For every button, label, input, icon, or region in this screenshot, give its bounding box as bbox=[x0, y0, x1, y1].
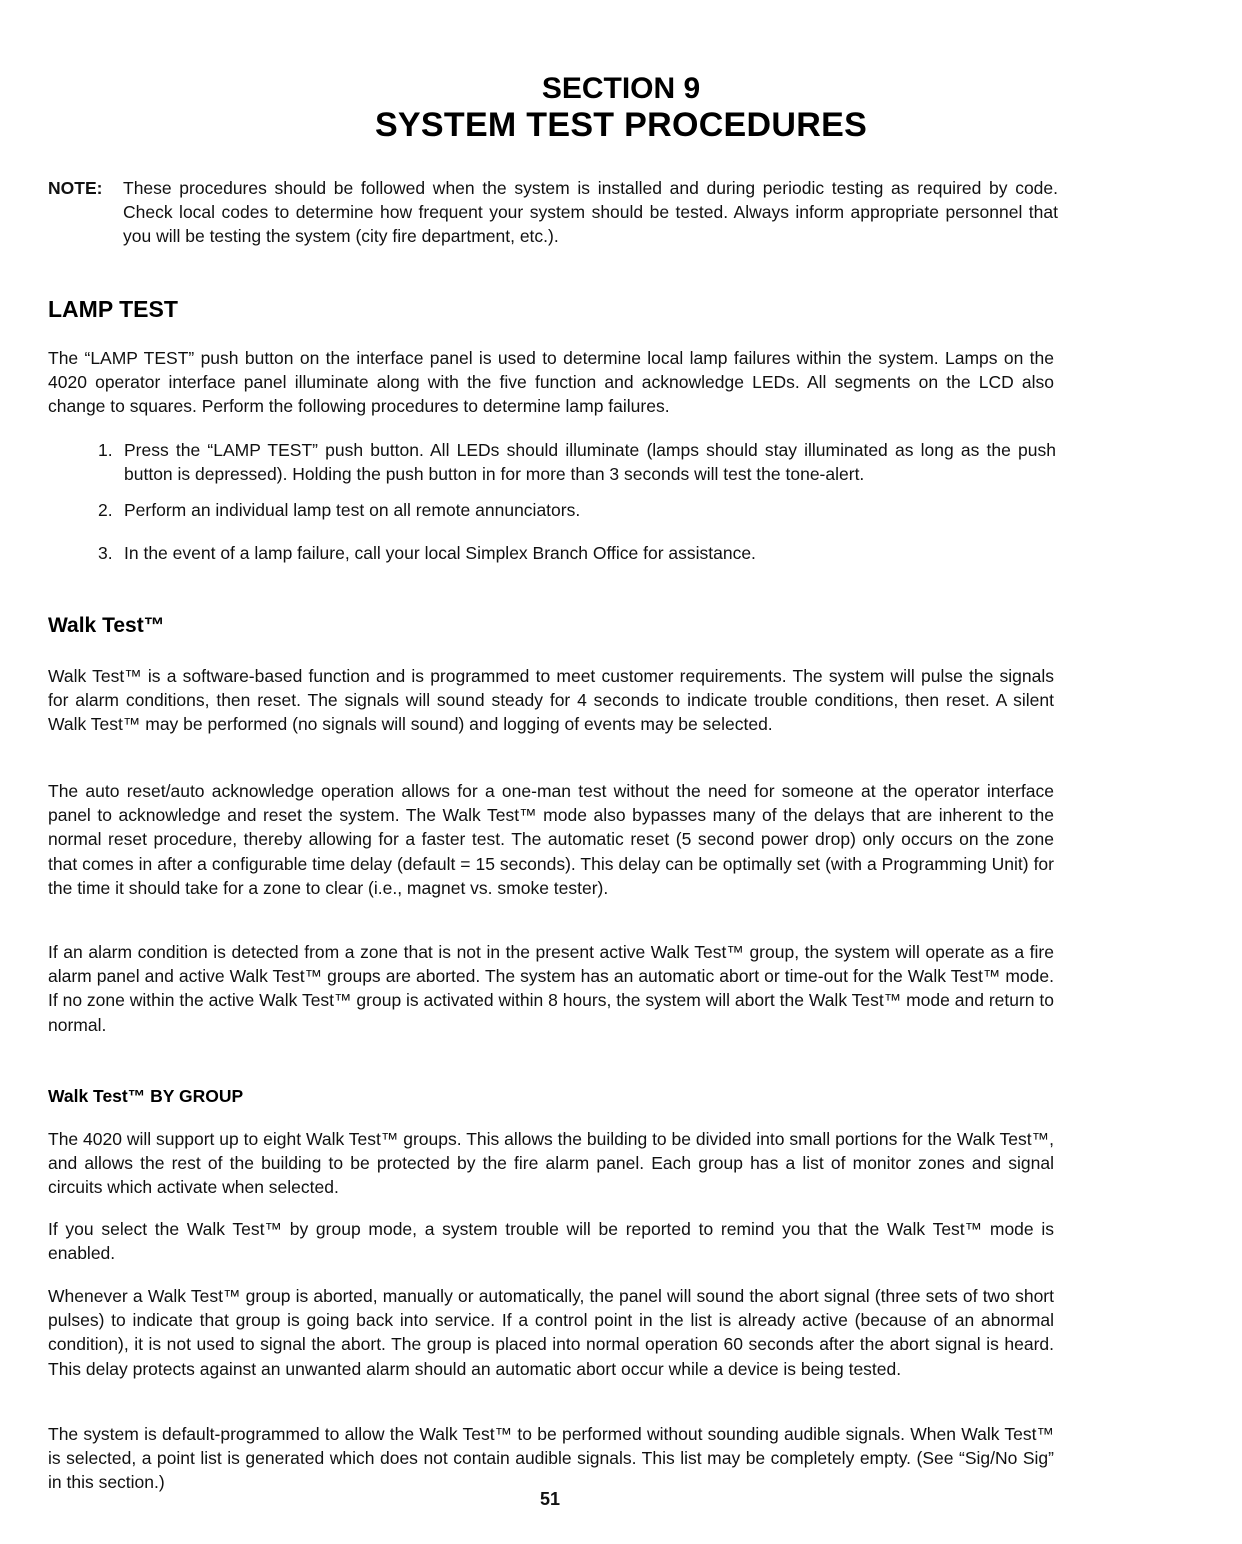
section-number: SECTION 9 bbox=[541, 72, 701, 105]
list-item bbox=[98, 541, 1056, 565]
page-number: 51 bbox=[539, 1489, 561, 1509]
list-item-text: Perform an individual lamp test on all remote annunciators. bbox=[124, 500, 581, 520]
list-item bbox=[98, 498, 1056, 522]
walk-test-paragraph: Walk Test™ is a software-based function and is programmed to meet customer requirements. The system will pulse the signals for alarm conditions, then reset. The signals will sound steady for 4 seconds to indicate trouble conditions, then reset. A silent Walk Test™ may be performed (no signals will sound) and logging of events may be selected. bbox=[48, 666, 1054, 735]
walk-test-group-paragraph: The 4020 will support up to eight Walk Test™ groups. This allows the building to be divided into small portions for the Walk Test™, and allows the rest of the building to be protected by the fire alarm panel. Each group has a list of monitor zones and signal circuits which activate when selected. bbox=[48, 1129, 1054, 1198]
walk-test-heading: Walk Test™ bbox=[48, 614, 165, 637]
page-title: SYSTEM TEST PROCEDURES bbox=[374, 106, 868, 144]
note-block bbox=[48, 176, 1058, 248]
walk-test-paragraph: The auto reset/auto acknowledge operation allows for a one-man test without the need for someone at the operator interface panel to acknowledge and reset the system. The Walk Test™ mode also bypasses many of the delays that are inherent to the normal reset procedure, thereby allowing for a faster test. The automatic reset (5 second power drop) only occurs on the zone that comes in after a configurable time delay (default = 15 seconds). This delay can be optimally set (with a Programming Unit) for the time it should take for a zone to clear (i.e., magnet vs. smoke tester). bbox=[48, 781, 1054, 898]
list-item-number: 1. bbox=[98, 440, 113, 460]
lamp-test-heading: LAMP TEST bbox=[48, 296, 178, 322]
list-item bbox=[98, 438, 1056, 486]
list-item-number: 3. bbox=[98, 543, 113, 563]
walk-test-paragraph: If an alarm condition is detected from a zone that is not in the present active Walk Test™ group, the system will operate as a fire alarm panel and active Walk Test™ groups are aborted. The system has an automatic abort or time-out for the Walk Test™ mode. If no zone within the active Walk Test™ group is activated within 8 hours, the system will abort the Walk Test™ mode and return to normal. bbox=[48, 942, 1054, 1035]
list-item-text: Press the “LAMP TEST” push button. All LEDs should illuminate (lamps should stay illuminated as long as the push button is depressed). Holding the push button in for more than 3 seconds will test the tone-alert. bbox=[124, 440, 1056, 484]
list-item-number: 2. bbox=[98, 500, 113, 520]
walk-test-group-heading: Walk Test™ BY GROUP bbox=[48, 1086, 244, 1106]
list-item-text: In the event of a lamp failure, call your local Simplex Branch Office for assistance. bbox=[124, 543, 756, 563]
walk-test-group-paragraph: Whenever a Walk Test™ group is aborted, manually or automatically, the panel will sound the abort signal (three sets of two short pulses) to indicate that group is going back into service. If a control point in the list is already active (because of an abnormal condition), it is not used to signal the abort. The group is placed into normal operation 60 seconds after the abort signal is heard. This delay protects against an unwanted alarm should an automatic abort occur while a device is being tested. bbox=[48, 1286, 1054, 1379]
note-label: NOTE: bbox=[48, 178, 103, 198]
note-text: These procedures should be followed when the system is installed and during periodic testing as required by code. Check local codes to determine how frequent your system should be tested. Always inform appropriate personnel that you will be testing the system (city fire department, etc.). bbox=[123, 178, 1058, 246]
walk-test-group-paragraph: If you select the Walk Test™ by group mode, a system trouble will be reported to remind you that the Walk Test™ mode is enabled. bbox=[48, 1219, 1054, 1264]
walk-test-group-paragraph: The system is default-programmed to allow the Walk Test™ to be performed without sounding audible signals. When Walk Test™ is selected, a point list is generated which does not contain audible signals. This list may be completely empty. (See “Sig/No Sig” in this section.) bbox=[48, 1424, 1054, 1493]
lamp-test-intro: The “LAMP TEST” push button on the interface panel is used to determine local lamp failures within the system. Lamps on the 4020 operator interface panel illuminate along with the five function and acknowledge LEDs. All segments on the LCD also change to squares. Perform the following procedures to determine lamp failures. bbox=[48, 348, 1054, 417]
